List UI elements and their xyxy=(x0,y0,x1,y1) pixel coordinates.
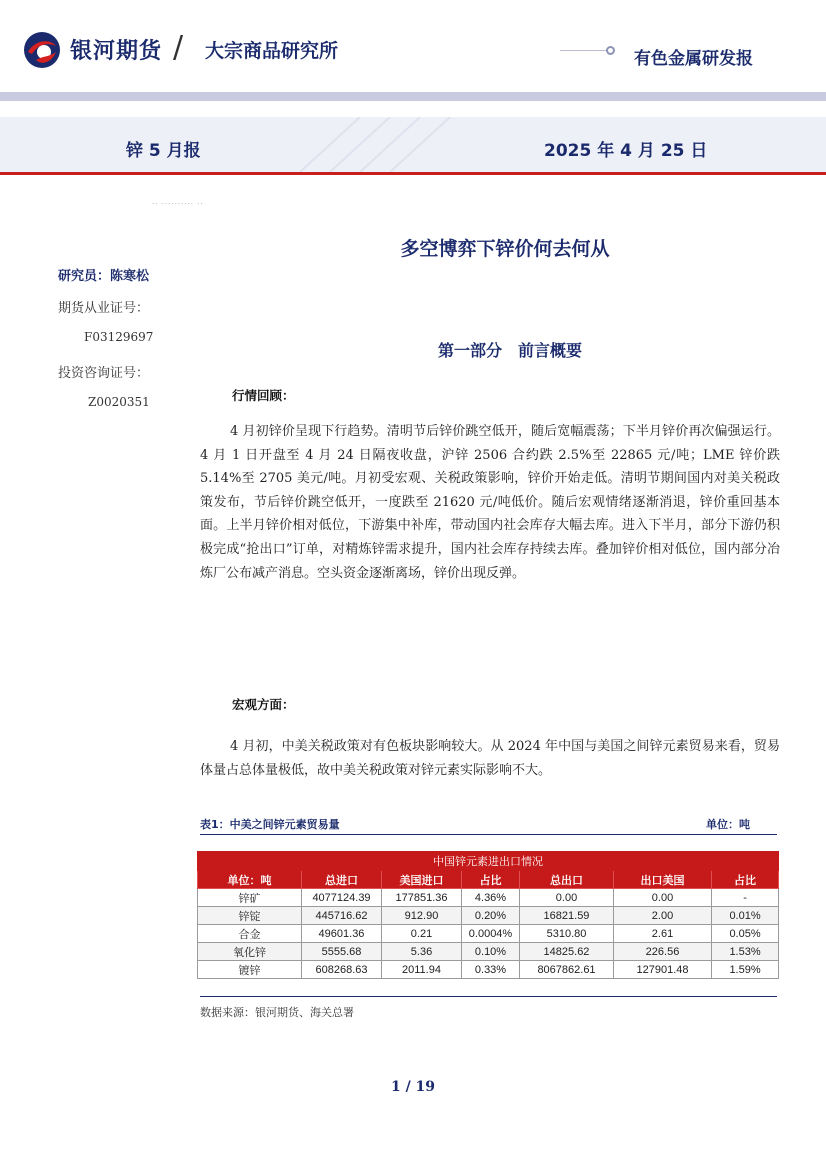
table-cell: 912.90 xyxy=(382,907,462,925)
table-unit: 单位：吨 xyxy=(706,818,750,831)
page-header xyxy=(0,0,826,92)
table-cell: 5.36 xyxy=(382,943,462,961)
table-cell: 5310.80 xyxy=(520,925,614,943)
decorative-dots: ·· ·········· ·· xyxy=(152,200,204,208)
license-label: 期货从业证号： xyxy=(58,301,150,316)
column-header: 总出口 xyxy=(520,871,614,889)
header-deco-line xyxy=(560,50,608,51)
review-heading: 行情回顾： xyxy=(232,388,295,403)
table-cell: 5555.68 xyxy=(302,943,382,961)
table-title: 中国锌元素进出口情况 xyxy=(198,852,779,871)
page-number: 1 / 19 xyxy=(390,1079,436,1095)
table-row xyxy=(198,961,779,979)
header-gap xyxy=(0,101,826,117)
table-cell: 2.61 xyxy=(614,925,712,943)
license-value: F03129697 xyxy=(84,330,154,344)
table-cell: 氧化锌 xyxy=(198,943,302,961)
trade-table xyxy=(197,851,779,979)
table-cell: 锌矿 xyxy=(198,889,302,907)
table-cell: 0.00 xyxy=(614,889,712,907)
header-separator: / xyxy=(173,30,184,65)
table-cell: - xyxy=(712,889,779,907)
table-cell: 4.36% xyxy=(462,889,520,907)
advisory-label: 投资咨询证号： xyxy=(58,366,150,381)
table-cell: 1.53% xyxy=(712,943,779,961)
table-cell: 0.21 xyxy=(382,925,462,943)
table-header-row xyxy=(198,871,779,889)
column-header: 单位：吨 xyxy=(198,871,302,889)
macro-heading: 宏观方面： xyxy=(232,697,295,712)
table-cell: 608268.63 xyxy=(302,961,382,979)
column-header: 美国进口 xyxy=(382,871,462,889)
table-bottom-rule xyxy=(200,996,777,997)
section-heading: 第一部分 前言概要 xyxy=(437,341,582,360)
column-header: 占比 xyxy=(462,871,520,889)
table-cell: 177851.36 xyxy=(382,889,462,907)
table-cell: 127901.48 xyxy=(614,961,712,979)
table-cell: 合金 xyxy=(198,925,302,943)
table-row xyxy=(198,943,779,961)
table-row xyxy=(198,925,779,943)
table-cell: 0.0004% xyxy=(462,925,520,943)
researcher-name: 研究员：陈寒松 xyxy=(58,269,150,284)
report-date: 2025 年 4 月 25 日 xyxy=(544,141,708,161)
column-header: 总进口 xyxy=(302,871,382,889)
table-cell: 226.56 xyxy=(614,943,712,961)
table-row xyxy=(198,889,779,907)
table-cell: 0.20% xyxy=(462,907,520,925)
table-row xyxy=(198,907,779,925)
macro-paragraph: 4 月初，中美关税政策对有色板块影响较大。从 2024 年中国与美国之间锌元素贸易来看，贸易体量占总体量极低，故中美关税政策对锌元素实际影响不大。 xyxy=(200,739,780,778)
table-cell: 0.00 xyxy=(520,889,614,907)
table-cell: 0.10% xyxy=(462,943,520,961)
table-title-row xyxy=(198,852,779,871)
table-cell: 镀锌 xyxy=(198,961,302,979)
review-paragraph: 4 月初锌价呈现下行趋势。清明节后锌价跳空低开，随后宽幅震荡；下半月锌价再次偏强运行。4 月 1 日开盘至 4 月 24 日隔夜收盘，沪锌 2506 合约跌 2.5%至 22865 元/吨；LME 锌价跌 5.14%至 2705 美元/吨。月初受宏观、关税政策影响，锌价开始走低。清明节期间国内对美关税政策发布，节后锌价跳空低开，一度跌至 21620 元/吨低价。随后宏观情绪逐渐消退，锌价重回基本面。上半月锌价相对低位，下游集中补库，带动国内社会库存大幅去库。进入下半月，部分下游仍积极完成“抢出口”订单，对精炼锌需求提升，国内社会库存持续去库。叠加锌价相对低位，国内部分冶炼厂公布减产消息。空头资金逐渐离场，锌价出现反弹。 xyxy=(200,424,780,581)
table-cell: 4077124.39 xyxy=(302,889,382,907)
table-cell: 1.59% xyxy=(712,961,779,979)
table-top-rule xyxy=(200,834,777,835)
brand-name: 银河期货 xyxy=(70,39,163,64)
header-deco-dot xyxy=(606,46,615,55)
table-cell: 0.33% xyxy=(462,961,520,979)
table-cell: 锌锭 xyxy=(198,907,302,925)
column-header: 占比 xyxy=(712,871,779,889)
galaxy-logo-icon xyxy=(22,30,62,70)
table-cell: 0.05% xyxy=(712,925,779,943)
table-cell: 8067862.61 xyxy=(520,961,614,979)
report-name: 锌 5 月报 xyxy=(126,141,201,161)
report-type: 有色金属研发报 xyxy=(634,49,753,69)
table-cell: 445716.62 xyxy=(302,907,382,925)
table-cell: 16821.59 xyxy=(520,907,614,925)
table-cell: 2011.94 xyxy=(382,961,462,979)
data-source: 数据来源：银河期货、海关总署 xyxy=(200,1006,354,1019)
table-cell: 49601.36 xyxy=(302,925,382,943)
advisory-value: Z0020351 xyxy=(88,395,150,409)
band-red-rule xyxy=(0,172,826,175)
table-cell: 2.00 xyxy=(614,907,712,925)
header-divider xyxy=(0,92,826,101)
column-header: 出口美国 xyxy=(614,871,712,889)
institute-name: 大宗商品研究所 xyxy=(205,40,339,62)
document-title: 多空博弈下锌价何去何从 xyxy=(400,238,610,260)
table-cell: 0.01% xyxy=(712,907,779,925)
table-caption: 表1：中美之间锌元素贸易量 xyxy=(200,818,340,831)
table-cell: 14825.62 xyxy=(520,943,614,961)
